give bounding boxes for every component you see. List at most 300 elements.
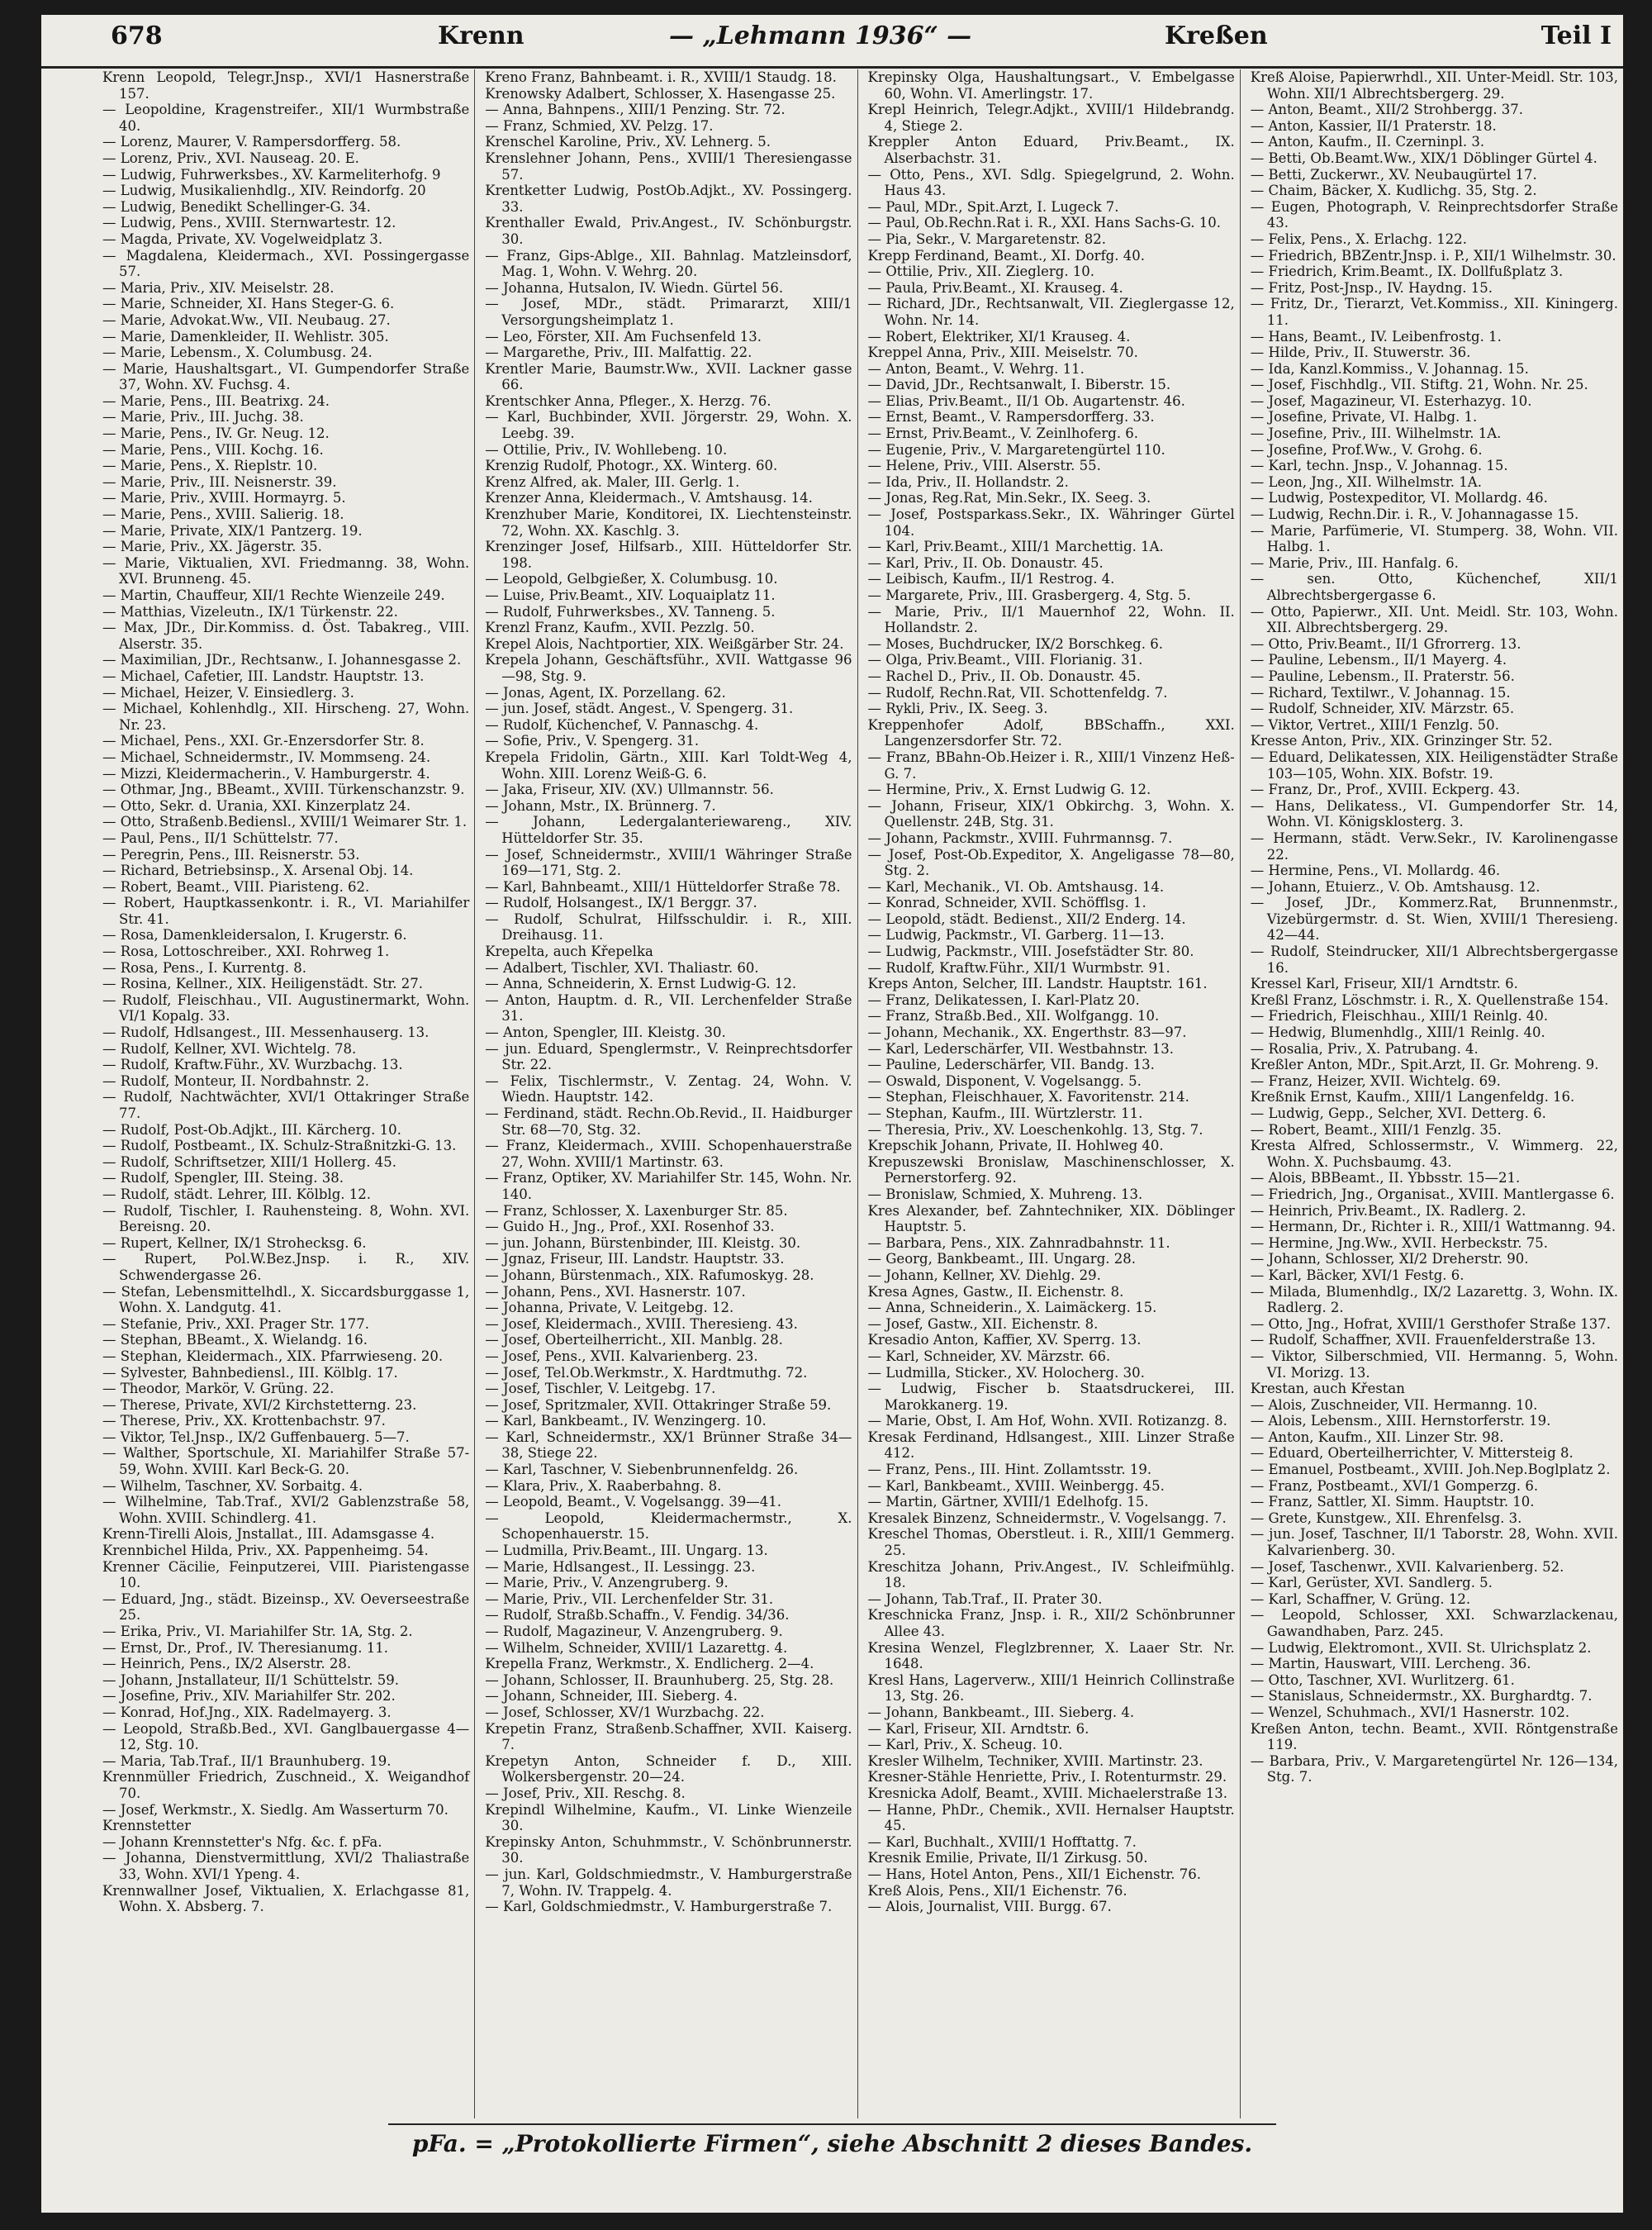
directory-entry: — Marie, Pens., VIII. Kochg. 16. bbox=[102, 441, 324, 458]
directory-entry: — Matthias, Vizeleutn., IX/1 Türkenstr. 22. bbox=[102, 603, 398, 620]
directory-entry: — Johann, Friseur, XIX/1 Obkirchg. 3, Wohn. X. Quellenstr. 24B, Stg. 31. bbox=[867, 797, 1235, 830]
directory-entry: — Marie, Advokat.Ww., VII. Neubaug. 27. bbox=[102, 311, 391, 328]
directory-entry: — Rudolf, Schriftsetzer, XIII/1 Hollerg. 45. bbox=[102, 1153, 396, 1170]
directory-entry: — Johann, Packmstr., XVIII. Fuhrmannsg. 7. bbox=[867, 830, 1173, 846]
directory-entry: — Ludmilla, Sticker., XV. Holocherg. 30. bbox=[867, 1364, 1145, 1381]
directory-entry: — Konrad, Schneider, XVII. Schöfflsg. 1. bbox=[867, 895, 1146, 911]
directory-entry: — Karl, Schaffner, V. Grüng. 12. bbox=[1250, 1590, 1471, 1607]
directory-entry: Krepl Heinrich, Telegr.Adjkt., XVIII/1 Hildebrandg. 4, Stiege 2. bbox=[867, 102, 1235, 134]
directory-entry: — Hans, Beamt., IV. Leibenfrostg. 1. bbox=[1250, 328, 1502, 345]
directory-entry: — Johann, Schneider, III. Sieberg. 4. bbox=[485, 1688, 738, 1705]
directory-entry: — Rudolf, Magazineur, V. Anzengruberg. 9. bbox=[485, 1624, 783, 1639]
directory-entry: — Karl, Schneider, XV. Märzstr. 66. bbox=[867, 1348, 1111, 1364]
directory-entry: — Ludwig, Elektromont., XVII. St. Ulrichsplatz 2. bbox=[1250, 1639, 1592, 1656]
directory-entry: — Ernst, Dr., Prof., IV. Theresianumg. 11. bbox=[102, 1639, 388, 1656]
directory-entry: — Ludwig, Packmstr., VI. Garberg. 11—13. bbox=[867, 927, 1165, 944]
directory-entry: Kreßen Anton, techn. Beamt., XVII. Röntgenstraße 119. bbox=[1250, 1720, 1618, 1753]
directory-entry: — Sofie, Priv., V. Spengerg. 31. bbox=[485, 733, 700, 749]
directory-entry: — Johann, Kellner, XV. Diehlg. 29. bbox=[867, 1267, 1101, 1283]
directory-entry: — Rudolf, Hdlsangest., III. Messenhauserg. 13. bbox=[102, 1025, 430, 1041]
directory-entry: Kresta Alfred, Schlossermstr., V. Wimmerg. 22, Wohn. X. Puchsbaumg. 43. bbox=[1250, 1138, 1618, 1170]
directory-entry: — Anton, Beamt., V. Wehrg. 11. bbox=[867, 360, 1085, 377]
directory-entry: — Olga, Priv.Beamt., VIII. Florianig. 31. bbox=[867, 652, 1143, 668]
directory-entry: — Leopold, Gelbgießer, X. Columbusg. 10. bbox=[485, 571, 778, 587]
directory-entry: — Franz, Schmied, XV. Pelzg. 17. bbox=[485, 117, 714, 134]
directory-entry: — Josef, Pens., XVII. Kalvarienberg. 23. bbox=[485, 1348, 758, 1364]
directory-entry: — Ida, Priv., II. Hollandstr. 2. bbox=[867, 473, 1069, 490]
directory-entry: — Alois, Lebensm., XIII. Hernstorferstr. 19. bbox=[1250, 1413, 1551, 1429]
directory-entry: — Stephan, Kleidermach., XIX. Pfarrwieseng. 20. bbox=[102, 1348, 444, 1364]
directory-entry: — Franz, Heizer, XVII. Wichtelg. 69. bbox=[1250, 1072, 1501, 1089]
directory-entry: — Anton, Beamt., XII/2 Strohbergg. 37. bbox=[1250, 102, 1523, 118]
directory-entry: — Alois, Journalist, VIII. Burgg. 67. bbox=[867, 1899, 1112, 1915]
column-1 bbox=[102, 69, 475, 2118]
directory-entry: — Klara, Priv., X. Raaberbahng. 8. bbox=[485, 1477, 722, 1494]
directory-entry: — Franz, Postbeamt., XVI/1 Gomperzg. 6. bbox=[1250, 1477, 1539, 1494]
directory-entry: — Maximilian, JDr., Rechtsanw., I. Johannesgasse 2. bbox=[102, 652, 462, 668]
directory-entry: — Betti, Zuckerwr., XV. Neubaugürtel 17. bbox=[1250, 166, 1537, 183]
directory-entry: — Leo, Förster, XII. Am Fuchsenfeld 13. bbox=[485, 328, 762, 345]
directory-entry: — Eduard, Oberteilherrichter, V. Mittersteig 8. bbox=[1250, 1445, 1574, 1462]
directory-entry: — Rudolf, Steindrucker, XII/1 Albrechtsbergergasse 16. bbox=[1250, 944, 1618, 976]
directory-entry: — Rudolf, Postbeamt., IX. Schulz-Straßnitzki-G. 13. bbox=[102, 1138, 457, 1154]
directory-entry: — Marie, Pens., XVIII. Salierig. 18. bbox=[102, 506, 344, 523]
directory-entry: — Karl, Buchhalt., XVIII/1 Hofftattg. 7. bbox=[867, 1833, 1137, 1850]
directory-entry: — Paula, Priv.Beamt., XI. Krauseg. 4. bbox=[867, 279, 1123, 296]
directory-entry: — Ernst, Beamt., V. Rampersdorfferg. 33. bbox=[867, 409, 1155, 426]
directory-entry: — Leopold, städt. Bedienst., XII/2 Enderg. 14. bbox=[867, 911, 1186, 927]
directory-entry: Krenowsky Adalbert, Schlosser, X. Hasengasse 25. bbox=[485, 85, 836, 102]
directory-entry: — Josefine, Priv., XIV. Mariahilfer Str. 202. bbox=[102, 1688, 396, 1705]
directory-entry: — Rudolf, Tischler, I. Rauhensteing. 8, Wohn. XVI. Bereisng. 20. bbox=[102, 1202, 470, 1235]
directory-entry: — Otto, Taschner, XVI. Wurlitzerg. 61. bbox=[1250, 1671, 1515, 1688]
directory-entry: — sen. Otto, Küchenchef, XII/1 Albrechtsbergergasse 6. bbox=[1250, 571, 1618, 603]
directory-entry: — Johann Krennstetter's Nfg. &c. f. pFa. bbox=[102, 1833, 382, 1850]
directory-entry: Kreschitza Johann, Priv.Angest., IV. Schleifmühlg. 18. bbox=[867, 1558, 1235, 1591]
directory-entry: Krepela Johann, Geschäftsführ., XVII. Wattgasse 96—98, Stg. 9. bbox=[485, 652, 852, 684]
directory-entry: — Josef, Tischler, V. Leitgebg. 17. bbox=[485, 1381, 716, 1397]
directory-entry: — Friedrich, BBZentr.Jnsp. i. P., XII/1 Wilhelmstr. 30. bbox=[1250, 247, 1616, 264]
directory-entry: — Marie, Obst, I. Am Hof, Wohn. XVII. Rotizanzg. 8. bbox=[867, 1413, 1227, 1429]
directory-entry: — Leon, Jng., XII. Wilhelmstr. 1A. bbox=[1250, 473, 1482, 490]
directory-entry: — Erika, Priv., VI. Mariahilfer Str. 1A, Stg. 2. bbox=[102, 1624, 413, 1639]
directory-entry: — Rudolf, städt. Lehrer, III. Kölblg. 12. bbox=[102, 1186, 372, 1202]
directory-entry: — Marie, Pens., X. Rieplstr. 10. bbox=[102, 458, 318, 474]
directory-entry: — jun. Josef, städt. Angest., V. Spengerg. 31. bbox=[485, 701, 794, 717]
directory-entry: Krennwallner Josef, Viktualien, X. Erlachgasse 81, Wohn. X. Absberg. 7. bbox=[102, 1882, 470, 1915]
directory-entry: — Michael, Cafetier, III. Landstr. Hauptstr. 13. bbox=[102, 668, 425, 684]
directory-entry: — Theodor, Markör, V. Grüng. 22. bbox=[102, 1381, 335, 1397]
directory-entry: — Anton, Kassier, II/1 Praterstr. 18. bbox=[1250, 117, 1497, 134]
directory-entry: Kreps Anton, Selcher, III. Landstr. Hauptstr. 161. bbox=[867, 976, 1208, 992]
directory-entry: Krepella Franz, Werkmstr., X. Endlicherg. 2—4. bbox=[485, 1656, 814, 1672]
directory-entry: Kressel Karl, Friseur, XII/1 Arndtstr. 6. bbox=[1250, 976, 1518, 992]
directory-entry: Krentler Marie, Baumstr.Ww., XVII. Lackner gasse 66. bbox=[485, 360, 852, 393]
directory-entry: — Leopold, Kleidermachermstr., X. Schopenhauerstr. 15. bbox=[485, 1510, 852, 1543]
directory-entry: Kresse Anton, Priv., XIX. Grinzinger Str. 52. bbox=[1250, 733, 1553, 749]
directory-entry: — Fritz, Dr., Tierarzt, Vet.Kommiss., XII. Kiningerg. 11. bbox=[1250, 296, 1618, 328]
directory-entry: — jun. Eduard, Spenglermstr., V. Reinprechtsdorfer Str. 22. bbox=[485, 1040, 852, 1073]
directory-entry: — Marie, Priv., XVIII. Hormayrg. 5. bbox=[102, 490, 346, 506]
directory-entry: — Marie, Schneider, XI. Hans Steger-G. 6. bbox=[102, 296, 395, 312]
directory-entry: — Anton, Spengler, III. Kleistg. 30. bbox=[485, 1025, 726, 1041]
column-2 bbox=[485, 69, 857, 2118]
directory-entry: — Rudolf, Rechn.Rat, VII. Schottenfeldg. 7. bbox=[867, 684, 1168, 701]
directory-entry: — Josef, Oberteilherricht., XII. Manblg. 28. bbox=[485, 1332, 783, 1348]
directory-entry: — Karl, Priv., X. Scheug. 10. bbox=[867, 1737, 1063, 1753]
directory-entry: — Viktor, Vertret., XIII/1 Fenzlg. 50. bbox=[1250, 716, 1500, 733]
directory-entry: — Franz, BBahn-Ob.Heizer i. R., XIII/1 Vinzenz Heß-G. 7. bbox=[867, 749, 1235, 782]
directory-entry: — Eugen, Photograph, V. Reinprechtsdorfer Straße 43. bbox=[1250, 198, 1618, 231]
directory-entry: — Josef, Postsparkass.Sekr., IX. Währinger Gürtel 104. bbox=[867, 506, 1235, 539]
directory-entry: — Johann, Mstr., IX. Brünnerg. 7. bbox=[485, 797, 716, 814]
directory-entry: — Josef, JDr., Kommerz.Rat, Brunnenmstr., Vizebürgermstr. d. St. Wien, XVIII/1 Theresieng. 42—44. bbox=[1250, 895, 1618, 944]
directory-entry: — Michael, Heizer, V. Einsiedlerg. 3. bbox=[102, 684, 354, 701]
directory-entry: — Jonas, Agent, IX. Porzellang. 62. bbox=[485, 684, 726, 701]
directory-entry: — Robert, Beamt., XIII/1 Fenzlg. 35. bbox=[1250, 1121, 1502, 1138]
directory-entry: — Friedrich, Krim.Beamt., IX. Dollfußplatz 3. bbox=[1250, 264, 1564, 280]
directory-entry: — Johann, Pens., XVI. Hasnerstr. 107. bbox=[485, 1283, 746, 1300]
page-number: 678 bbox=[111, 21, 163, 50]
directory-entry: Krepel Alois, Nachtportier, XIX. Weißgärber Str. 24. bbox=[485, 635, 844, 652]
directory-entry: — Robert, Beamt., VIII. Piaristeng. 62. bbox=[102, 878, 370, 895]
directory-entry: — Karl, Goldschmiedmstr., V. Hamburgerstraße 7. bbox=[485, 1899, 833, 1915]
directory-entry: — Heinrich, Pens., IX/2 Alserstr. 28. bbox=[102, 1656, 352, 1672]
directory-entry: — Johanna, Dienstvermittlung, XVI/2 Thaliastraße 33, Wohn. XVI/1 Ypeng. 4. bbox=[102, 1850, 470, 1882]
directory-entry: — jun. Karl, Goldschmiedmstr., V. Hamburgerstraße 7, Wohn. IV. Trappelg. 4. bbox=[485, 1866, 852, 1899]
directory-entry: — Johann, Schlosser, XI/2 Dreherstr. 90. bbox=[1250, 1251, 1529, 1267]
directory-entry: — Richard, Textilwr., V. Johannag. 15. bbox=[1250, 684, 1511, 701]
directory-entry: — Karl, Schneidermstr., XX/1 Brünner Straße 34—38, Stiege 22. bbox=[485, 1429, 852, 1462]
directory-entry: — David, JDr., Rechtsanwalt, I. Biberstr. 15. bbox=[867, 377, 1171, 393]
directory-entry: — Karl, Bankbeamt., XVIII. Weinbergg. 45. bbox=[867, 1477, 1165, 1494]
directory-entry: — Rudolf, Holsangest., IX/1 Berggr. 37. bbox=[485, 895, 757, 911]
directory-entry: — Franz, Gips-Ablge., XII. Bahnlag. Matzleinsdorf, Mag. 1, Wohn. V. Wehrg. 20. bbox=[485, 247, 852, 280]
directory-entry: — Betti, Ob.Beamt.Ww., XIX/1 Döblinger Gürtel 4. bbox=[1250, 150, 1597, 166]
directory-entry: — Marie, Pens., III. Beatrixg. 24. bbox=[102, 392, 330, 409]
directory-entry: Krepinsky Anton, Schuhmmstr., V. Schönbrunnerstr. 30. bbox=[485, 1833, 852, 1866]
directory-entry: — Leopold, Beamt., V. Vogelsangg. 39—41. bbox=[485, 1494, 781, 1510]
directory-entry: — Jgnaz, Friseur, III. Landstr. Hauptstr. 33. bbox=[485, 1251, 785, 1267]
directory-entry: Krentschker Anna, Pfleger., X. Herzg. 76. bbox=[485, 392, 771, 409]
directory-entry: — Barbara, Pens., XIX. Zahnradbahnstr. 11. bbox=[867, 1234, 1170, 1251]
directory-entry: Kreppenhofer Adolf, BBSchaffn., XXI. Langenzersdorfer Str. 72. bbox=[867, 716, 1235, 749]
directory-entry: — Marie, Priv., V. Anzengruberg. 9. bbox=[485, 1575, 729, 1591]
directory-entry: — Alois, BBBeamt., II. Ybbsstr. 15—21. bbox=[1250, 1170, 1521, 1186]
directory-entry: — Mizzi, Kleidermacherin., V. Hamburgerstr. 4. bbox=[102, 765, 430, 782]
directory-entry: — Hermann, Dr., Richter i. R., XIII/1 Wattmanng. 94. bbox=[1250, 1219, 1616, 1235]
directory-entry: — Franz, Optiker, XV. Mariahilfer Str. 145, Wohn. Nr. 140. bbox=[485, 1170, 852, 1202]
directory-entry: Krepelta, auch Křepelka bbox=[485, 944, 653, 960]
directory-entry: — Rudolf, Monteur, II. Nordbahnstr. 2. bbox=[102, 1072, 370, 1089]
directory-entry: Kreschel Thomas, Oberstleut. i. R., XIII/1 Gemmerg. 25. bbox=[867, 1526, 1235, 1559]
directory-entry: — Stephan, Fleischhauer, X. Favoritenstr. 214. bbox=[867, 1089, 1189, 1105]
directory-entry: — Anna, Bahnpens., XIII/1 Penzing. Str. 72. bbox=[485, 102, 786, 118]
directory-entry: — Friedrich, Fleischhau., XIII/1 Reinlg. 40. bbox=[1250, 1008, 1549, 1025]
directory-entry: — Alois, Zuschneider, VII. Hermanng. 10. bbox=[1250, 1396, 1538, 1413]
directory-entry: Krenn Leopold, Telegr.Jnsp., XVI/1 Hasnerstraße 157. bbox=[102, 69, 470, 102]
directory-entry: — Barbara, Priv., V. Margaretengürtel Nr. 126—134, Stg. 7. bbox=[1250, 1752, 1618, 1785]
directory-entry: Krenslehner Johann, Pens., XVIII/1 Theresiengasse 57. bbox=[485, 150, 852, 183]
directory-entry: — Michael, Pens., XXI. Gr.-Enzersdorfer Str. 8. bbox=[102, 733, 425, 749]
directory-entry: — Hanne, PhDr., Chemik., XVII. Hernalser Hauptstr. 45. bbox=[867, 1801, 1235, 1834]
directory-entry: — Josef, Tel.Ob.Werkmstr., X. Hardtmuthg. 72. bbox=[485, 1364, 808, 1381]
directory-entry: — Josefine, Priv., III. Wilhelmstr. 1A. bbox=[1250, 426, 1502, 442]
directory-entry: Kresalek Binzenz, Schneidermstr., V. Vogelsangg. 7. bbox=[867, 1510, 1227, 1526]
directory-entry: — Anna, Schneiderin, X. Ernst Ludwig-G. 12. bbox=[485, 976, 797, 992]
directory-entry: — Josef, Spritzmaler, XVII. Ottakringer Straße 59. bbox=[485, 1396, 832, 1413]
directory-entry: — Rudolf, Fleischhau., VII. Augustinermarkt, Wohn. VI/1 Kopalg. 33. bbox=[102, 991, 470, 1025]
directory-entry: — Viktor, Tel.Jnsp., IX/2 Guffenbauerg. 5—7. bbox=[102, 1429, 410, 1445]
directory-entry: — Rosina, Kellner., XIX. Heiligenstädt. Str. 27. bbox=[102, 976, 423, 992]
directory-entry: — Pauline, Lederschärfer, VII. Bandg. 13. bbox=[867, 1057, 1155, 1073]
directory-entry: — Chaim, Bäcker, X. Kudlichg. 35, Stg. 2. bbox=[1250, 183, 1537, 199]
directory-entry: — Ludwig, Pens., XVIII. Sternwartestr. 12. bbox=[102, 215, 396, 231]
directory-entry: — Pauline, Lebensm., II. Praterstr. 56. bbox=[1250, 668, 1515, 684]
directory-entry: Krenzer Anna, Kleidermach., V. Amtshausg. 14. bbox=[485, 490, 813, 506]
directory-entry: — Josefine, Prof.Ww., V. Grohg. 6. bbox=[1250, 441, 1483, 458]
footer-note: pFa. = „Protokollierte Firmen“, siehe Abschnitt 2 dieses Bandes. bbox=[411, 2130, 1253, 2157]
directory-entry: — Otto, Sekr. d. Urania, XXI. Kinzerplatz 24. bbox=[102, 797, 411, 814]
directory-entry: — Marie, Damenkleider, II. Wehlistr. 305. bbox=[102, 328, 389, 345]
directory-entry: — Ida, Kanzl.Kommiss., V. Johannag. 15. bbox=[1250, 360, 1529, 377]
directory-entry: — Martin, Hauswart, VIII. Lercheng. 36. bbox=[1250, 1656, 1531, 1672]
directory-entry: — Franz, Straßb.Bed., XII. Wolfgangg. 10. bbox=[867, 1008, 1160, 1025]
directory-entry: — jun. Josef, Taschner, II/1 Taborstr. 28, Wohn. XVII. Kalvarienberg. 30. bbox=[1250, 1526, 1618, 1559]
directory-entry: Krepetin Franz, Straßenb.Schaffner, XVII. Kaiserg. 7. bbox=[485, 1720, 852, 1753]
directory-entry: Kresler Wilhelm, Techniker, XVIII. Martinstr. 23. bbox=[867, 1752, 1203, 1769]
directory-entry: — Magda, Private, XV. Vogelweidplatz 3. bbox=[102, 231, 383, 247]
directory-entry: Krenner Cäcilie, Feinputzerei, VIII. Piaristengasse 10. bbox=[102, 1558, 470, 1591]
directory-entry: — Johanna, Hutsalon, IV. Wiedn. Gürtel 56. bbox=[485, 279, 784, 296]
directory-entry: — Otto, Pens., XVI. Sdlg. Spiegelgrund, 2. Wohn. Haus 43. bbox=[867, 166, 1235, 199]
directory-entry: — Johann, Mechanik., XX. Engerthstr. 83—97. bbox=[867, 1025, 1187, 1041]
directory-entry: — Pauline, Lebensm., II/1 Mayerg. 4. bbox=[1250, 652, 1507, 668]
directory-entry: — Marie, Priv., III. Hanfalg. 6. bbox=[1250, 554, 1459, 571]
directory-entry: Kresak Ferdinand, Hdlsangest., XIII. Linzer Straße 412. bbox=[867, 1429, 1235, 1462]
directory-entry: Kreppler Anton Eduard, Priv.Beamt., IX. Alserbachstr. 31. bbox=[867, 134, 1235, 166]
directory-entry: — Sylvester, Bahnbediensl., III. Kölblg. 17. bbox=[102, 1364, 398, 1381]
directory-entry: — Leopold, Schlosser, XXI. Schwarzlackenau, Gawandhaben, Parz. 245. bbox=[1250, 1607, 1618, 1639]
directory-entry: — Hans, Hotel Anton, Pens., XII/1 Eichenstr. 76. bbox=[867, 1866, 1202, 1882]
directory-entry: Krenzhuber Marie, Konditorei, IX. Liechtensteinstr. 72, Wohn. XX. Kaschlg. 3. bbox=[485, 506, 852, 539]
directory-entry: — Anton, Hauptm. d. R., VII. Lerchenfelder Straße 31. bbox=[485, 991, 852, 1025]
header-title: — „Lehmann 1936“ — bbox=[669, 21, 972, 50]
directory-entry: — Lorenz, Maurer, V. Rampersdorfferg. 58. bbox=[102, 134, 401, 150]
directory-entry: — Eduard, Jng., städt. Bizeinsp., XV. Oeverseestraße 25. bbox=[102, 1590, 470, 1624]
directory-page bbox=[41, 15, 1623, 2213]
directory-entry: — Ferdinand, städt. Rechn.Ob.Revid., II. Haidburger Str. 68—70, Stg. 32. bbox=[485, 1105, 852, 1138]
directory-entry: Krenzl Franz, Kaufm., XVII. Pezzlg. 50. bbox=[485, 620, 755, 636]
directory-entry: Kreßnik Ernst, Kaufm., XIII/1 Langenfeldg. 16. bbox=[1250, 1089, 1575, 1105]
directory-entry: — Otto, Papierwr., XII. Unt. Meidl. Str. 103, Wohn. XII. Albrechtsbergerg. 29. bbox=[1250, 603, 1618, 636]
page-header bbox=[41, 15, 1623, 69]
directory-entry: — Leibisch, Kaufm., II/1 Restrog. 4. bbox=[867, 571, 1115, 587]
directory-entry: — Rykli, Priv., IX. Seeg. 3. bbox=[867, 701, 1048, 717]
directory-entry: — Hermine, Jng.Ww., XVII. Herbeckstr. 75. bbox=[1250, 1234, 1548, 1251]
directory-entry: — Johann, Etuierz., V. Ob. Amtshausg. 12. bbox=[1250, 878, 1540, 895]
directory-entry: — Oswald, Disponent, V. Vogelsangg. 5. bbox=[867, 1072, 1142, 1089]
directory-entry: Kresnik Emilie, Private, II/1 Zirkusg. 50. bbox=[867, 1850, 1148, 1866]
directory-entry: — Othmar, Jng., BBeamt., XVIII. Türkenschanzstr. 9. bbox=[102, 782, 465, 798]
directory-entry: — Emanuel, Postbeamt., XVIII. Joh.Nep.Boglplatz 2. bbox=[1250, 1462, 1611, 1478]
directory-entry: Kreßl Franz, Löschmstr. i. R., X. Quellenstraße 154. bbox=[1250, 991, 1609, 1008]
directory-entry: — Martin, Gärtner, XVIII/1 Edelhofg. 15. bbox=[867, 1494, 1149, 1510]
directory-entry: — Felix, Pens., X. Erlachg. 122. bbox=[1250, 231, 1468, 247]
directory-entry: — Marie, Lebensm., X. Columbusg. 24. bbox=[102, 345, 373, 361]
directory-entry: — Anna, Schneiderin., X. Laimäckerg. 15. bbox=[867, 1300, 1157, 1316]
directory-entry: — Martin, Chauffeur, XII/1 Rechte Wienzeile 249. bbox=[102, 587, 445, 603]
directory-entry: — Michael, Kohlenhdlg., XII. Hirscheng. 27, Wohn. Nr. 23. bbox=[102, 701, 470, 733]
directory-entry: — Stefan, Lebensmittelhdl., X. Siccardsburggasse 1, Wohn. X. Landgutg. 41. bbox=[102, 1283, 470, 1316]
directory-entry: — Ludwig, Benedikt Schellinger-G. 34. bbox=[102, 198, 371, 215]
directory-entry: — Marie, Pens., IV. Gr. Neug. 12. bbox=[102, 426, 330, 442]
directory-entry: — Hermine, Pens., VI. Mollardg. 46. bbox=[1250, 863, 1501, 879]
directory-entry: — Josef, Kleidermach., XVIII. Theresieng. 43. bbox=[485, 1315, 798, 1332]
directory-entry: — Fritz, Post-Jnsp., IV. Haydng. 15. bbox=[1250, 279, 1493, 296]
directory-entry: — Josef, Post-Ob.Expeditor, X. Angeligasse 78—80, Stg. 2. bbox=[867, 846, 1235, 879]
directory-entry: Kresadio Anton, Kaffier, XV. Sperrg. 13. bbox=[867, 1332, 1142, 1348]
directory-entry: — Josef, Fischhdlg., VII. Stiftg. 21, Wohn. Nr. 25. bbox=[1250, 377, 1588, 393]
directory-entry: — Magdalena, Kleidermach., XVI. Possingergasse 57. bbox=[102, 247, 470, 280]
directory-entry: — Margarete, Priv., III. Grasbergerg. 4, Stg. 5. bbox=[867, 587, 1191, 603]
directory-entry: — Paul, Pens., II/1 Schüttelstr. 77. bbox=[102, 830, 339, 846]
directory-entry: — Karl, Friseur, XII. Arndtstr. 6. bbox=[867, 1720, 1089, 1737]
directory-entry: — Karl, Lederschärfer, VII. Westbahnstr. 13. bbox=[867, 1040, 1174, 1057]
directory-entry: — Josef, Werkmstr., X. Siedlg. Am Wasserturm 70. bbox=[102, 1801, 449, 1818]
directory-entry: — Marie, Viktualien, XVI. Friedmanng. 38, Wohn. XVI. Brunneng. 45. bbox=[102, 554, 470, 587]
directory-entry: — Rudolf, Schaffner, XVII. Frauenfelderstraße 13. bbox=[1250, 1332, 1596, 1348]
directory-entry: — Guido H., Jng., Prof., XXI. Rosenhof 33. bbox=[485, 1219, 775, 1235]
header-left-keyword: Krenn bbox=[438, 21, 525, 50]
directory-entry: — Rosa, Lottoschreiber., XXI. Rohrweg 1. bbox=[102, 944, 390, 960]
directory-entry: — Franz, Dr., Prof., XVIII. Eckperg. 43. bbox=[1250, 782, 1521, 798]
directory-entry: — Rachel D., Priv., II. Ob. Donaustr. 45. bbox=[867, 668, 1142, 684]
directory-entry: Krepindl Wilhelmine, Kaufm., VI. Linke Wienzeile 30. bbox=[485, 1801, 852, 1834]
directory-entry: — Franz, Pens., III. Hint. Zollamtsstr. 19. bbox=[867, 1462, 1152, 1478]
directory-entry: — Karl, techn. Jnsp., V. Johannag. 15. bbox=[1250, 458, 1508, 474]
directory-entry: — Josef, Priv., XII. Reschg. 8. bbox=[485, 1785, 686, 1801]
directory-entry: — Hans, Delikatess., VI. Gumpendorfer Str. 14, Wohn. VI. Königsklosterg. 3. bbox=[1250, 797, 1618, 830]
directory-entry: Kreß Aloise, Papierwrhdl., XII. Unter-Meidl. Str. 103, Wohn. XII/1 Albrechtsbergerg. 29. bbox=[1250, 69, 1618, 102]
directory-entry: Kresl Hans, Lagerverw., XIII/1 Heinrich Collinstraße 13, Stg. 26. bbox=[867, 1671, 1235, 1705]
directory-entry: — Josef, Schlosser, XV/1 Wurzbachg. 22. bbox=[485, 1704, 765, 1720]
directory-entry: — Johann, Bürstenmach., XIX. Rafumoskyg. 28. bbox=[485, 1267, 814, 1283]
directory-entry: — jun. Johann, Bürstenbinder, III. Kleistg. 30. bbox=[485, 1234, 801, 1251]
directory-entry: — Robert, Hauptkassenkontr. i. R., VI. Mariahilfer Str. 41. bbox=[102, 895, 470, 927]
directory-entry: — Friedrich, Jng., Organisat., XVIII. Mantlergasse 6. bbox=[1250, 1186, 1615, 1202]
directory-entry: — Richard, Betriebsinsp., X. Arsenal Obj. 14. bbox=[102, 863, 414, 879]
directory-entry: Kreschnicka Franz, Jnsp. i. R., XII/2 Schönbrunner Allee 43. bbox=[867, 1607, 1235, 1639]
directory-entry: — Wilhelmine, Tab.Traf., XVI/2 Gablenzstraße 58, Wohn. XVIII. Schindlerg. 41. bbox=[102, 1494, 470, 1526]
directory-entry: — Otto, Jng., Hofrat, XVIII/1 Gersthofer Straße 137. bbox=[1250, 1315, 1611, 1332]
directory-entry: — Felix, Tischlermstr., V. Zentag. 24, Wohn. V. Wiedn. Hauptstr. 142. bbox=[485, 1072, 852, 1105]
directory-entry: — Rudolf, Küchenchef, V. Pannaschg. 4. bbox=[485, 716, 759, 733]
directory-entry: — Ludwig, Fuhrwerksbes., XV. Karmeliterhofg. 9 bbox=[102, 166, 441, 183]
directory-entry: — Rudolf, Post-Ob.Adjkt., III. Kärcherg. 10. bbox=[102, 1121, 401, 1138]
directory-entry: — Johann, Jnstallateur, II/1 Schüttelstr. 59. bbox=[102, 1671, 399, 1688]
directory-entry: — Margarethe, Priv., III. Malfattig. 22. bbox=[485, 345, 752, 361]
directory-entry: — Franz, Kleidermach., XVIII. Schopenhauerstraße 27, Wohn. XVIII/1 Martinstr. 63. bbox=[485, 1138, 852, 1170]
directory-entry: — Max, JDr., Dir.Kommiss. d. Öst. Tabakreg., VIII. Alserstr. 35. bbox=[102, 620, 470, 652]
directory-entry: Kreno Franz, Bahnbeamt. i. R., XVIII/1 Staudg. 18. bbox=[485, 69, 837, 85]
directory-entry: — Marie, Parfümerie, VI. Stumperg. 38, Wohn. VII. Halbg. 1. bbox=[1250, 522, 1618, 555]
directory-entry: — Anton, Kaufm., II. Czerninpl. 3. bbox=[1250, 134, 1485, 150]
directory-entry: Krenzig Rudolf, Photogr., XX. Winterg. 60. bbox=[485, 458, 778, 474]
directory-entry: — Marie, Priv., VII. Lerchenfelder Str. 31. bbox=[485, 1590, 774, 1607]
directory-entry: — Eugenie, Priv., V. Margaretengürtel 110. bbox=[867, 441, 1165, 458]
directory-entry: — Viktor, Silberschmied, VII. Hermanng. 5, Wohn. VI. Morizg. 13. bbox=[1250, 1348, 1618, 1381]
directory-entry: — Wilhelm, Schneider, XVIII/1 Lazarettg. 4. bbox=[485, 1639, 788, 1656]
directory-entry: Krenz Alfred, ak. Maler, III. Gerlg. 1. bbox=[485, 473, 740, 490]
directory-entry: Kres Alexander, bef. Zahntechniker, XIX. Döblinger Hauptstr. 5. bbox=[867, 1202, 1235, 1235]
directory-entry: — Rudolf, Spengler, III. Steing. 38. bbox=[102, 1170, 344, 1186]
directory-entry: Krepuszewski Bronislaw, Maschinenschlosser, X. Pernerstorferg. 92. bbox=[867, 1153, 1235, 1186]
directory-entry: — Paul, Ob.Rechn.Rat i. R., XXI. Hans Sachs-G. 10. bbox=[867, 215, 1221, 231]
directory-entry: — Michael, Schneidermstr., IV. Mommseng. 24. bbox=[102, 749, 431, 765]
directory-entry: — Ludmilla, Priv.Beamt., III. Ungarg. 13. bbox=[485, 1543, 768, 1559]
directory-entry: — Georg, Bankbeamt., III. Ungarg. 28. bbox=[867, 1251, 1136, 1267]
directory-entry: — Rudolf, Kraftw.Führ., XV. Wurzbachg. 13. bbox=[102, 1057, 403, 1073]
directory-entry: — Peregrin, Pens., III. Reisnerstr. 53. bbox=[102, 846, 360, 863]
directory-entry: — Walther, Sportschule, XI. Mariahilfer Straße 57-59, Wohn. XVIII. Karl Beck-G. 20. bbox=[102, 1445, 470, 1478]
footer-divider bbox=[388, 2123, 1276, 2125]
column-4 bbox=[1251, 69, 1623, 2118]
directory-entry: — Wilhelm, Taschner, XV. Sorbaitg. 4. bbox=[102, 1477, 363, 1494]
directory-entry: — Helene, Priv., VIII. Alserstr. 55. bbox=[867, 458, 1101, 474]
directory-entry: — Rosalia, Priv., X. Patrubang. 4. bbox=[1250, 1040, 1479, 1057]
directory-entry: — Rudolf, Kellner, XVI. Wichtelg. 78. bbox=[102, 1040, 357, 1057]
directory-entry: — Rudolf, Fuhrwerksbes., XV. Tanneng. 5. bbox=[485, 603, 776, 620]
directory-entry: Krestan, auch Křestan bbox=[1250, 1381, 1405, 1397]
directory-entry: — Josef, Magazineur, VI. Esterhazyg. 10. bbox=[1250, 392, 1532, 409]
header-part: Teil I bbox=[1540, 21, 1612, 50]
directory-entry: — Hermann, städt. Verw.Sekr., IV. Karolinengasse 22. bbox=[1250, 830, 1618, 863]
directory-entry: Krepschik Johann, Private, II. Hohlweg 40. bbox=[867, 1138, 1164, 1154]
directory-entry: — Otto, Priv.Beamt., II/1 Gfrorrerg. 13. bbox=[1250, 635, 1521, 652]
directory-entry: — Stephan, Kaufm., III. Würtzlerstr. 11. bbox=[867, 1105, 1143, 1121]
directory-entry: Krepinsky Olga, Haushaltungsart., V. Embelgasse 60, Wohn. VI. Amerlingstr. 17. bbox=[867, 69, 1235, 102]
directory-columns bbox=[102, 69, 1623, 2118]
directory-entry: — Hedwig, Blumenhdlg., XIII/1 Reinlg. 40. bbox=[1250, 1025, 1545, 1041]
directory-entry: — Franz, Delikatessen, I. Karl-Platz 20. bbox=[867, 991, 1140, 1008]
column-3 bbox=[868, 69, 1241, 2118]
directory-entry: — Marie, Priv., II/1 Mauernhof 22, Wohn. II. Hollandstr. 2. bbox=[867, 603, 1235, 636]
directory-entry: Krenn-Tirelli Alois, Jnstallat., III. Adamsgasse 4. bbox=[102, 1526, 435, 1543]
directory-entry: — Ludwig, Gepp., Selcher, XVI. Detterg. 6. bbox=[1250, 1105, 1546, 1121]
directory-entry: Krentketter Ludwig, PostOb.Adjkt., XV. Possingerg. 33. bbox=[485, 183, 852, 215]
directory-entry: Kresa Agnes, Gastw., II. Eichenstr. 8. bbox=[867, 1283, 1124, 1300]
directory-entry: — Rupert, Kellner, IX/1 Strohecksg. 6. bbox=[102, 1234, 367, 1251]
directory-entry: — Grete, Kunstgew., XII. Ehrenfelsg. 3. bbox=[1250, 1510, 1522, 1526]
directory-entry: — Rudolf, Schneider, XIV. Märzstr. 65. bbox=[1250, 701, 1515, 717]
directory-entry: — Marie, Hdlsangest., II. Lessingg. 23. bbox=[485, 1558, 756, 1575]
directory-entry: — Paul, MDr., Spit.Arzt, I. Lugeck 7. bbox=[867, 198, 1119, 215]
directory-entry: — Ludwig, Rechn.Dir. i. R., V. Johannagasse 15. bbox=[1250, 506, 1579, 523]
header-right-keyword: Kreßen bbox=[1165, 21, 1268, 50]
directory-entry: — Johann, Ledergalanteriewareng., XIV. Hütteldorfer Str. 35. bbox=[485, 814, 852, 846]
directory-entry: — Richard, JDr., Rechtsanwalt, VII. Zieglergasse 12, Wohn. Nr. 14. bbox=[867, 296, 1235, 328]
directory-entry: — Jonas, Reg.Rat, Min.Sekr., IX. Seeg. 3. bbox=[867, 490, 1151, 506]
directory-entry: — Pia, Sekr., V. Margaretenstr. 82. bbox=[867, 231, 1106, 247]
directory-entry: — Franz, Schlosser, X. Laxenburger Str. 85. bbox=[485, 1202, 788, 1219]
directory-entry: — Karl, Priv., II. Ob. Donaustr. 45. bbox=[867, 554, 1104, 571]
directory-entry: — Bronislaw, Schmied, X. Muhreng. 13. bbox=[867, 1186, 1143, 1202]
directory-entry: — Hermine, Priv., X. Ernst Ludwig G. 12. bbox=[867, 782, 1151, 798]
directory-entry: — Karl, Priv.Beamt., XIII/1 Marchettig. 1A. bbox=[867, 539, 1164, 555]
directory-entry: — Therese, Private, XVI/2 Kirchstetterng. 23. bbox=[102, 1396, 417, 1413]
directory-entry: Krepp Ferdinand, Beamt., XI. Dorfg. 40. bbox=[867, 247, 1145, 264]
